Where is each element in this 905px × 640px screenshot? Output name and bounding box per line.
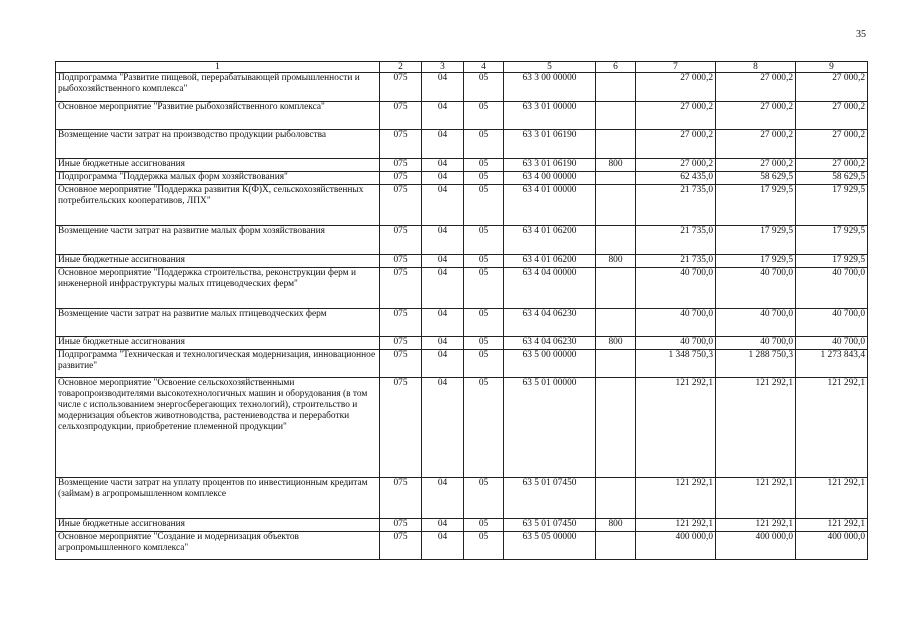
- expense-type-cell: 800: [596, 159, 636, 172]
- ministry-code-cell: 075: [380, 159, 422, 172]
- row-name-cell: Возмещение части затрат на развитие малых форм хозяйствования: [56, 226, 380, 255]
- budget-table: [55, 61, 868, 560]
- column-header-7: 7: [636, 62, 716, 73]
- expense-type-cell: [596, 532, 636, 560]
- amount-year3-cell: 27 000,2: [796, 102, 868, 130]
- expense-type-cell: [596, 226, 636, 255]
- section-cell: 04: [422, 130, 464, 159]
- table-row: [56, 519, 868, 532]
- table-row: [56, 350, 868, 378]
- expense-type-cell: [596, 378, 636, 478]
- amount-year3-cell: 17 929,5: [796, 185, 868, 226]
- table-row: [56, 378, 868, 478]
- target-item-cell: 63 3 01 06190: [504, 130, 596, 159]
- amount-year2-cell: 17 929,5: [716, 226, 796, 255]
- row-name-cell: Основное мероприятие "Создание и модернизация объектов агропромышленного комплекса": [56, 532, 380, 560]
- section-cell: 04: [422, 337, 464, 350]
- table-header-row: [56, 62, 868, 73]
- section-cell: 04: [422, 350, 464, 378]
- section-cell: 04: [422, 255, 464, 268]
- row-name-cell: Иные бюджетные ассигнования: [56, 519, 380, 532]
- row-name-cell: Иные бюджетные ассигнования: [56, 159, 380, 172]
- expense-type-cell: [596, 185, 636, 226]
- amount-year2-cell: 40 700,0: [716, 337, 796, 350]
- column-header-8: 8: [716, 62, 796, 73]
- amount-year1-cell: 21 735,0: [636, 255, 716, 268]
- section-cell: 04: [422, 172, 464, 185]
- amount-year3-cell: 1 273 843,4: [796, 350, 868, 378]
- target-item-cell: 63 4 00 00000: [504, 172, 596, 185]
- amount-year2-cell: 27 000,2: [716, 159, 796, 172]
- subsection-cell: 05: [464, 309, 504, 337]
- ministry-code-cell: 075: [380, 172, 422, 185]
- amount-year1-cell: 40 700,0: [636, 337, 716, 350]
- amount-year3-cell: 121 292,1: [796, 478, 868, 519]
- amount-year2-cell: 121 292,1: [716, 478, 796, 519]
- row-name-cell: Основное мероприятие "Поддержка развития К(Ф)Х, сельскохозяйственных потребительских кооперативов, ЛПХ": [56, 185, 380, 226]
- row-name-cell: Основное мероприятие "Поддержка строительства, реконструкции ферм и инженерной инфраструктуры малых птицеводческих ферм": [56, 268, 380, 309]
- amount-year3-cell: 40 700,0: [796, 309, 868, 337]
- subsection-cell: 05: [464, 268, 504, 309]
- table-row: [56, 255, 868, 268]
- expense-type-cell: [596, 130, 636, 159]
- column-header-1: 1: [56, 62, 380, 73]
- table-row: [56, 130, 868, 159]
- expense-type-cell: 800: [596, 337, 636, 350]
- amount-year2-cell: 1 288 750,3: [716, 350, 796, 378]
- amount-year3-cell: 40 700,0: [796, 268, 868, 309]
- ministry-code-cell: 075: [380, 130, 422, 159]
- section-cell: 04: [422, 185, 464, 226]
- amount-year2-cell: 27 000,2: [716, 130, 796, 159]
- column-header-4: 4: [464, 62, 504, 73]
- section-cell: 04: [422, 73, 464, 102]
- ministry-code-cell: 075: [380, 73, 422, 102]
- row-name-cell: Возмещение части затрат на развитие малых птицеводческих ферм: [56, 309, 380, 337]
- row-name-cell: Возмещение части затрат на производство продукции рыболовства: [56, 130, 380, 159]
- subsection-cell: 05: [464, 478, 504, 519]
- expense-type-cell: [596, 172, 636, 185]
- amount-year1-cell: 121 292,1: [636, 519, 716, 532]
- target-item-cell: 63 3 01 00000: [504, 102, 596, 130]
- column-header-3: 3: [422, 62, 464, 73]
- expense-type-cell: [596, 268, 636, 309]
- section-cell: 04: [422, 378, 464, 478]
- ministry-code-cell: 075: [380, 226, 422, 255]
- target-item-cell: 63 4 01 00000: [504, 185, 596, 226]
- table-row: [56, 337, 868, 350]
- section-cell: 04: [422, 519, 464, 532]
- subsection-cell: 05: [464, 532, 504, 560]
- amount-year2-cell: 40 700,0: [716, 309, 796, 337]
- amount-year1-cell: 121 292,1: [636, 378, 716, 478]
- subsection-cell: 05: [464, 102, 504, 130]
- amount-year1-cell: 1 348 750,3: [636, 350, 716, 378]
- column-header-9: 9: [796, 62, 868, 73]
- amount-year2-cell: 40 700,0: [716, 268, 796, 309]
- amount-year2-cell: 121 292,1: [716, 378, 796, 478]
- expense-type-cell: 800: [596, 255, 636, 268]
- amount-year1-cell: 400 000,0: [636, 532, 716, 560]
- amount-year1-cell: 21 735,0: [636, 185, 716, 226]
- target-item-cell: 63 4 01 06200: [504, 255, 596, 268]
- amount-year3-cell: 17 929,5: [796, 255, 868, 268]
- row-name-cell: Подпрограмма "Поддержка малых форм хозяйствования": [56, 172, 380, 185]
- expense-type-cell: [596, 350, 636, 378]
- target-item-cell: 63 5 01 07450: [504, 478, 596, 519]
- target-item-cell: 63 5 01 00000: [504, 378, 596, 478]
- expense-type-cell: [596, 478, 636, 519]
- amount-year3-cell: 400 000,0: [796, 532, 868, 560]
- table-row: [56, 185, 868, 226]
- amount-year2-cell: 121 292,1: [716, 519, 796, 532]
- row-name-cell: Иные бюджетные ассигнования: [56, 255, 380, 268]
- ministry-code-cell: 075: [380, 337, 422, 350]
- target-item-cell: 63 5 00 00000: [504, 350, 596, 378]
- row-name-cell: Основное мероприятие "Освоение сельскохозяйственными товаропроизводителями высокотехнологичных машин и оборудования (в том числе с использованием энергосберегающих технологий), строительство и модернизация объектов животноводства, растениеводства и переработки сельхозпродукции, приобретение племенной продукции": [56, 378, 380, 478]
- target-item-cell: 63 4 04 06230: [504, 337, 596, 350]
- amount-year2-cell: 17 929,5: [716, 255, 796, 268]
- table-row: [56, 532, 868, 560]
- expense-type-cell: [596, 309, 636, 337]
- ministry-code-cell: 075: [380, 255, 422, 268]
- table-row: [56, 268, 868, 309]
- table-row: [56, 102, 868, 130]
- table-row: [56, 309, 868, 337]
- ministry-code-cell: 075: [380, 478, 422, 519]
- amount-year3-cell: 27 000,2: [796, 159, 868, 172]
- ministry-code-cell: 075: [380, 268, 422, 309]
- ministry-code-cell: 075: [380, 309, 422, 337]
- amount-year3-cell: 121 292,1: [796, 378, 868, 478]
- amount-year3-cell: 40 700,0: [796, 337, 868, 350]
- table-row: [56, 172, 868, 185]
- expense-type-cell: [596, 102, 636, 130]
- ministry-code-cell: 075: [380, 532, 422, 560]
- subsection-cell: 05: [464, 185, 504, 226]
- amount-year3-cell: 27 000,2: [796, 73, 868, 102]
- target-item-cell: 63 5 01 07450: [504, 519, 596, 532]
- amount-year2-cell: 17 929,5: [716, 185, 796, 226]
- target-item-cell: 63 4 04 06230: [504, 309, 596, 337]
- subsection-cell: 05: [464, 350, 504, 378]
- ministry-code-cell: 075: [380, 519, 422, 532]
- target-item-cell: 63 3 00 00000: [504, 73, 596, 102]
- subsection-cell: 05: [464, 519, 504, 532]
- subsection-cell: 05: [464, 226, 504, 255]
- section-cell: 04: [422, 532, 464, 560]
- table-row: [56, 159, 868, 172]
- amount-year3-cell: 27 000,2: [796, 130, 868, 159]
- section-cell: 04: [422, 309, 464, 337]
- row-name-cell: Подпрограмма "Техническая и технологическая модернизация, инновационное развитие": [56, 350, 380, 378]
- expense-type-cell: [596, 73, 636, 102]
- row-name-cell: Возмещение части затрат на уплату процентов по инвестиционным кредитам (займам) в агропромышленном комплексе: [56, 478, 380, 519]
- subsection-cell: 05: [464, 337, 504, 350]
- amount-year1-cell: 27 000,2: [636, 73, 716, 102]
- table-row: [56, 226, 868, 255]
- amount-year3-cell: 17 929,5: [796, 226, 868, 255]
- column-header-2: 2: [380, 62, 422, 73]
- row-name-cell: Основное мероприятие "Развитие рыбохозяйственного комплекса": [56, 102, 380, 130]
- ministry-code-cell: 075: [380, 102, 422, 130]
- expense-type-cell: 800: [596, 519, 636, 532]
- amount-year2-cell: 58 629,5: [716, 172, 796, 185]
- section-cell: 04: [422, 226, 464, 255]
- amount-year1-cell: 40 700,0: [636, 309, 716, 337]
- subsection-cell: 05: [464, 130, 504, 159]
- column-header-6: 6: [596, 62, 636, 73]
- section-cell: 04: [422, 478, 464, 519]
- section-cell: 04: [422, 102, 464, 130]
- amount-year1-cell: 40 700,0: [636, 268, 716, 309]
- subsection-cell: 05: [464, 378, 504, 478]
- amount-year1-cell: 121 292,1: [636, 478, 716, 519]
- amount-year1-cell: 21 735,0: [636, 226, 716, 255]
- target-item-cell: 63 5 05 00000: [504, 532, 596, 560]
- column-header-5: 5: [504, 62, 596, 73]
- amount-year1-cell: 27 000,2: [636, 102, 716, 130]
- row-name-cell: Подпрограмма "Развитие пищевой, перерабатывающей промышленности и рыбохозяйственного комплекса": [56, 73, 380, 102]
- amount-year1-cell: 27 000,2: [636, 159, 716, 172]
- amount-year3-cell: 58 629,5: [796, 172, 868, 185]
- section-cell: 04: [422, 159, 464, 172]
- target-item-cell: 63 4 04 00000: [504, 268, 596, 309]
- subsection-cell: 05: [464, 255, 504, 268]
- ministry-code-cell: 075: [380, 378, 422, 478]
- subsection-cell: 05: [464, 172, 504, 185]
- page-number: 35: [856, 29, 866, 40]
- amount-year2-cell: 27 000,2: [716, 73, 796, 102]
- amount-year2-cell: 27 000,2: [716, 102, 796, 130]
- subsection-cell: 05: [464, 73, 504, 102]
- target-item-cell: 63 4 01 06200: [504, 226, 596, 255]
- table-row: [56, 73, 868, 102]
- section-cell: 04: [422, 268, 464, 309]
- table-row: [56, 478, 868, 519]
- ministry-code-cell: 075: [380, 185, 422, 226]
- target-item-cell: 63 3 01 06190: [504, 159, 596, 172]
- amount-year1-cell: 62 435,0: [636, 172, 716, 185]
- row-name-cell: Иные бюджетные ассигнования: [56, 337, 380, 350]
- amount-year3-cell: 121 292,1: [796, 519, 868, 532]
- amount-year1-cell: 27 000,2: [636, 130, 716, 159]
- subsection-cell: 05: [464, 159, 504, 172]
- amount-year2-cell: 400 000,0: [716, 532, 796, 560]
- ministry-code-cell: 075: [380, 350, 422, 378]
